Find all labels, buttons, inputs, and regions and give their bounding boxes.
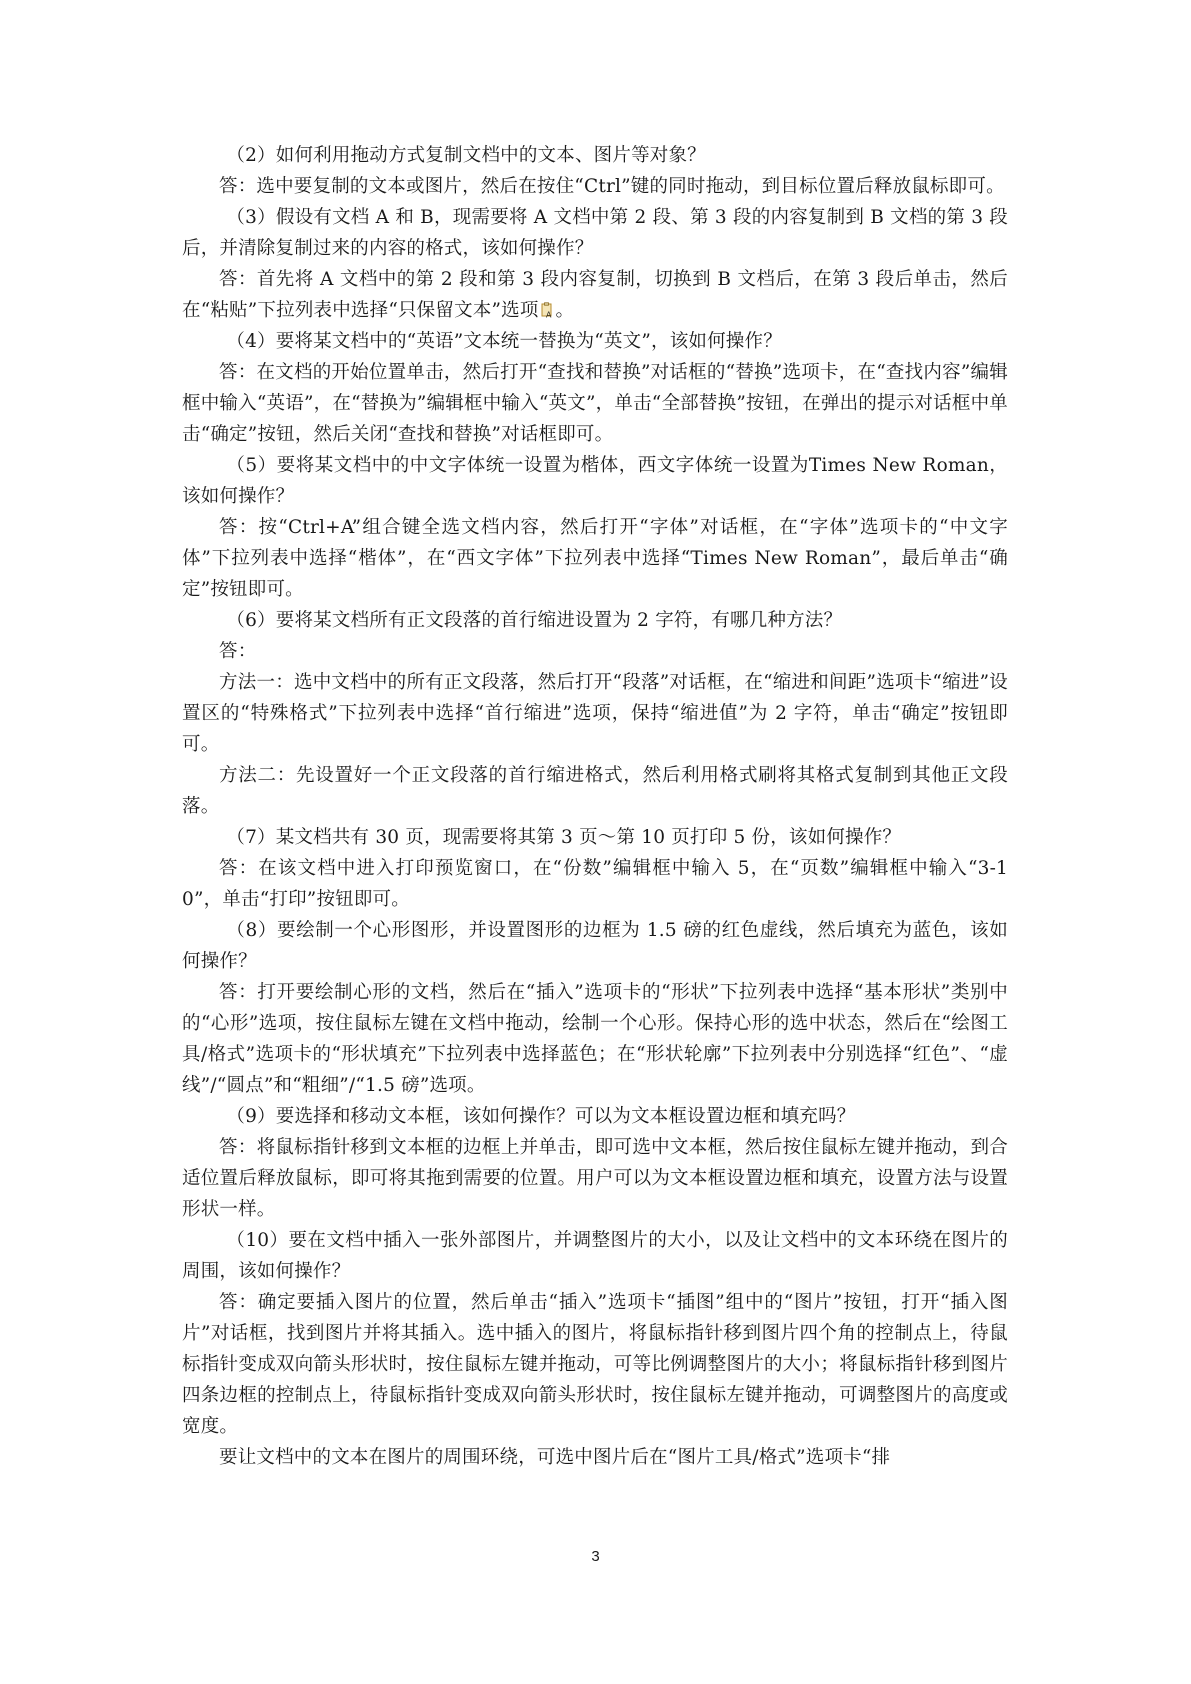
answer-3 xyxy=(182,264,1008,326)
question-7: （7）某文档共有 30 页，现需要将其第 3 页～第 10 页打印 5 份，该如何操作？ xyxy=(226,827,902,848)
answer-7: 答：在该文档中进入打印预览窗口，在“份数”编辑框中输入 5，在“页数”编辑框中输入“3-10”，单击“打印”按钮即可。 xyxy=(182,858,1008,910)
question-9: （9）要选择和移动文本框，该如何操作？可以为文本框设置边框和填充吗？ xyxy=(226,1106,856,1127)
question-10: （10）要在文档中插入一张外部图片，并调整图片的大小，以及让文档中的文本环绕在图片的周围，该如何操作？ xyxy=(182,1230,1008,1282)
question-4: （4）要将某文档中的“英语”文本统一替换为“英文”，该如何操作？ xyxy=(226,331,782,352)
answer-6-method-1: 方法一：选中文档中的所有正文段落，然后打开“段落”对话框，在“缩进和间距”选项卡“缩进”设置区的“特殊格式”下拉列表中选择“首行缩进”选项，保持“缩进值”为 2 字符，单击“确定”按钮即可。 xyxy=(182,672,1008,755)
answer-2: 答：选中要复制的文本或图片，然后在按住“Ctrl”键的同时拖动，到目标位置后释放鼠标即可。 xyxy=(219,176,1005,197)
answer-6-label: 答： xyxy=(219,641,257,662)
answer-10: 答：确定要插入图片的位置，然后单击“插入”选项卡“插图”组中的“图片”按钮，打开“插入图片”对话框，找到图片并将其插入。选中插入的图片，将鼠标指针移到图片四个角的控制点上，待鼠标指针变成双向箭头形状时，按住鼠标左键并拖动，可等比例调整图片的大小；将鼠标指针移到图片四条边框的控制点上，待鼠标指针变成双向箭头形状时，按住鼠标左键并拖动，可调整图片的高度或宽度。 xyxy=(182,1292,1008,1437)
answer-9: 答：将鼠标指针移到文本框的边框上并单击，即可选中文本框，然后按住鼠标左键并拖动，到合适位置后释放鼠标，即可将其拖到需要的位置。用户可以为文本框设置边框和填充，设置方法与设置形状一样。 xyxy=(182,1137,1008,1220)
answer-5: 答：按“Ctrl+A”组合键全选文档内容，然后打开“字体”对话框，在“字体”选项卡的“中文字体”下拉列表中选择“楷体”，在“西文字体”下拉列表中选择“Times New Roman”，最后单击“确定”按钮即可。 xyxy=(182,517,1008,600)
question-8: （8）要绘制一个心形图形，并设置图形的边框为 1.5 磅的红色虚线，然后填充为蓝色，该如何操作？ xyxy=(182,920,1008,972)
answer-8: 答：打开要绘制心形的文档，然后在“插入”选项卡的“形状”下拉列表中选择“基本形状”类别中的“心形”选项，按住鼠标左键在文档中拖动，绘制一个心形。保持心形的选中状态，然后在“绘图工具/格式”选项卡的“形状填充”下拉列表中选择蓝色；在“形状轮廓”下拉列表中分别选择“红色”、“虚线”/“圆点”和“粗细”/“1.5 磅”选项。 xyxy=(182,982,1008,1096)
answer-4: 答：在文档的开始位置单击，然后打开“查找和替换”对话框的“替换”选项卡，在“查找内容”编辑框中输入“英语”，在“替换为”编辑框中输入“英文”，单击“全部替换”按钮，在弹出的提示对话框中单击“确定”按钮，然后关闭“查找和替换”对话框即可。 xyxy=(182,362,1008,445)
question-6: （6）要将某文档所有正文段落的首行缩进设置为 2 字符，有哪几种方法？ xyxy=(226,610,843,631)
question-5: （5）要将某文档中的中文字体统一设置为楷体，西文字体统一设置为Times New Roman，该如何操作？ xyxy=(182,455,1008,507)
paste-text-only-icon xyxy=(541,302,555,318)
answer-3-text: 答：首先将 A 文档中的第 2 段和第 3 段内容复制，切换到 B 文档后，在第 3 段后单击，然后在“粘贴”下拉列表中选择“只保留文本”选项 xyxy=(182,269,1008,321)
svg-text:A: A xyxy=(545,310,552,318)
question-2: （2）如何利用拖动方式复制文档中的文本、图片等对象？ xyxy=(226,145,706,166)
page-number: 3 xyxy=(591,1548,600,1565)
answer-3-end: 。 xyxy=(555,300,575,321)
answer-6-method-2: 方法二：先设置好一个正文段落的首行缩进格式，然后利用格式刷将其格式复制到其他正文段落。 xyxy=(182,765,1008,817)
document-body xyxy=(182,140,1008,1473)
question-3: （3）假设有文档 A 和 B，现需要将 A 文档中第 2 段、第 3 段的内容复制到 B 文档的第 3 段后，并清除复制过来的内容的格式，该如何操作？ xyxy=(182,207,1008,259)
answer-10-continued: 要让文档中的文本在图片的周围环绕，可选中图片后在“图片工具/格式”选项卡“排 xyxy=(219,1447,891,1468)
